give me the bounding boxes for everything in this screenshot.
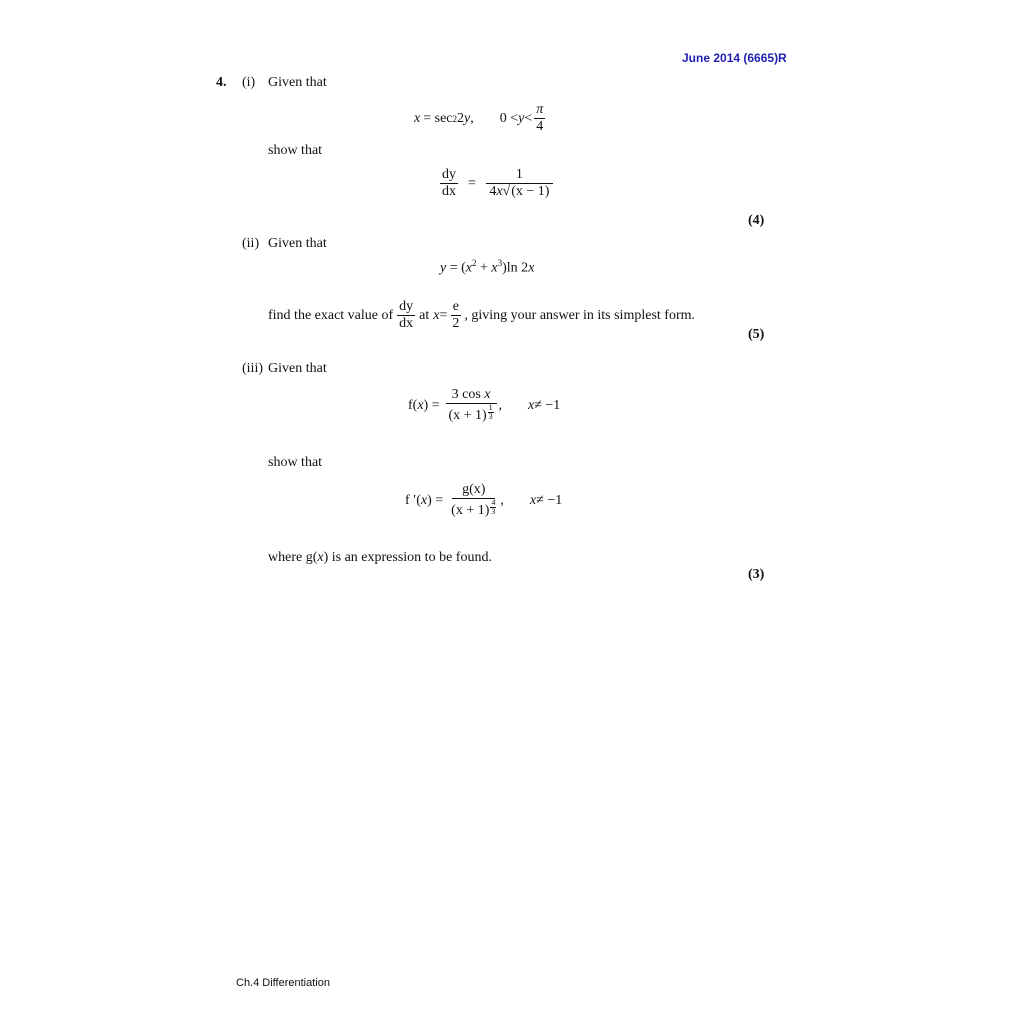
- part-iii-where: where g(x) is an expression to be found.: [268, 550, 492, 565]
- pi-over-four: $\frac{\pi}{4}$: [536, 102, 544, 135]
- part-ii-intro: Given that: [268, 236, 327, 251]
- part-i-label: (i): [242, 75, 256, 90]
- chapter-footer: Ch.4 Differentiation: [236, 977, 330, 989]
- part-ii-label: (ii): [242, 236, 260, 251]
- part-iii-marks: (3): [748, 567, 765, 582]
- part-ii-marks: (5): [748, 327, 765, 342]
- part-iii-equation: f( x ) = 3 cos x (x + 1) $\frac{1}{3}$ , x ≠ −1: [408, 387, 561, 424]
- paper-code: June 2014 (6665)R: [682, 51, 787, 65]
- part-i-intro: Given that: [268, 75, 327, 90]
- part-iii-intro: Given that: [268, 361, 327, 376]
- part-i-equation: x = sec 2 2 y , 0 < y < $\frac{\pi}{4}$: [414, 102, 544, 135]
- part-ii-equation: $y = (x^2 + x^3)\ln$ 2x: [440, 258, 535, 276]
- part-i-result: $\frac{dy}{dx}$ = $\frac{1}{4x√(x - 1)}$: [438, 167, 555, 200]
- part-iii-label: (iii): [242, 361, 263, 376]
- part-ii-find: find the exact value of $\frac{dy}{dx}$ at x = $\frac{e}{2}$ , giving your answer in its simplest form.: [268, 299, 695, 332]
- part-iii-show: show that: [268, 455, 323, 470]
- part-iii-result: f ′( x ) = g(x) (x + 1) $\frac{4}{3}$ , x ≠ −1: [405, 482, 563, 519]
- question-number: 4.: [216, 75, 227, 90]
- part-i-marks: (4): [748, 213, 765, 228]
- part-i-show: show that: [268, 143, 323, 158]
